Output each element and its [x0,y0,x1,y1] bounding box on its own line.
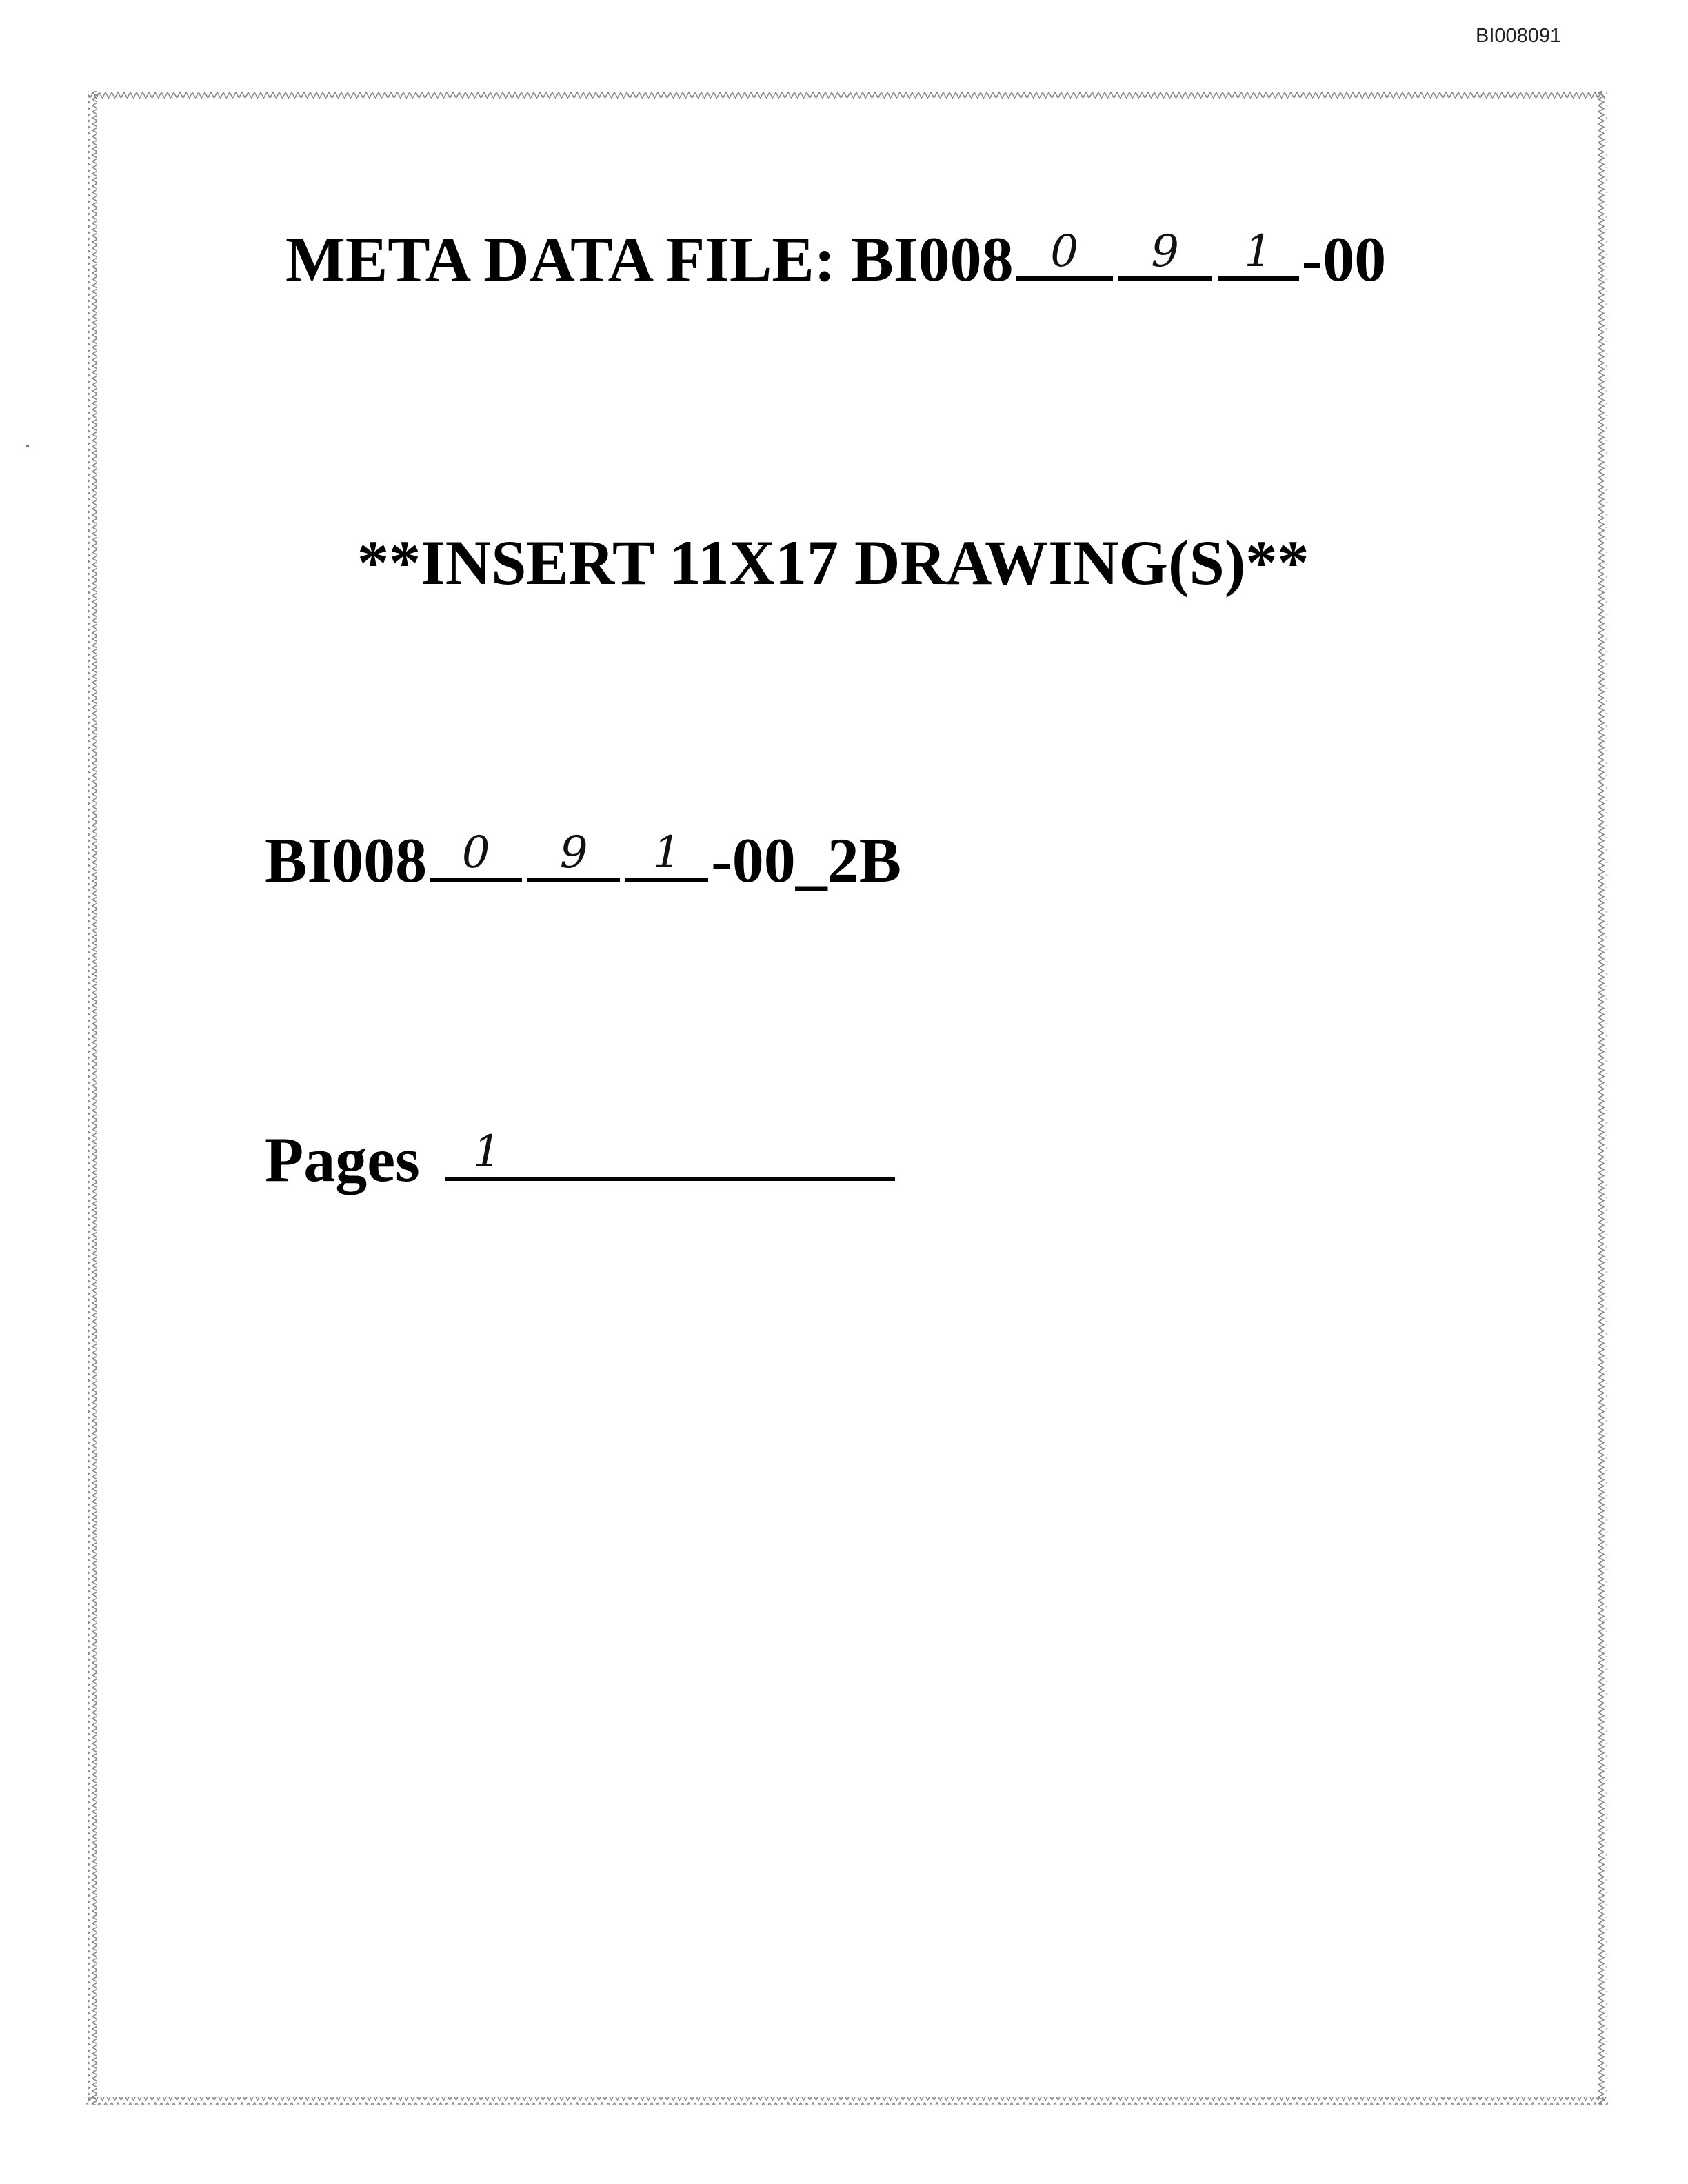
title-blank-2 [1118,226,1212,281]
code-suffix: -00_2B [711,825,902,896]
bates-number: BI008091 [1476,25,1562,47]
scan-speck [26,445,29,447]
title-suffix: -00 [1301,224,1387,294]
code-blank-2 [528,827,620,882]
meta-data-file-title [285,224,1387,294]
title-blank-3 [1218,226,1299,281]
code-blank-1 [430,827,522,882]
handwritten-digit: 9 [1151,226,1179,277]
handwritten-digit: 1 [1244,226,1272,277]
title-blank-1 [1016,226,1113,281]
pages-label: Pages [265,1124,420,1195]
handwritten-digit: 0 [1050,226,1078,277]
title-prefix: META DATA FILE: BI008 [285,224,1014,294]
handwritten-digit: 0 [461,827,490,878]
code-prefix: BI008 [265,825,428,896]
file-code [265,825,902,896]
code-blank-3 [625,827,708,882]
pages-blank [445,1126,895,1181]
insert-instruction: **INSERT 11X17 DRAWING(S)** [357,527,1309,598]
handwritten-digit: 9 [559,827,588,878]
handwritten-digit: 1 [652,827,681,878]
handwritten-page-count: 1 [472,1126,501,1177]
pages-field [265,1124,898,1195]
